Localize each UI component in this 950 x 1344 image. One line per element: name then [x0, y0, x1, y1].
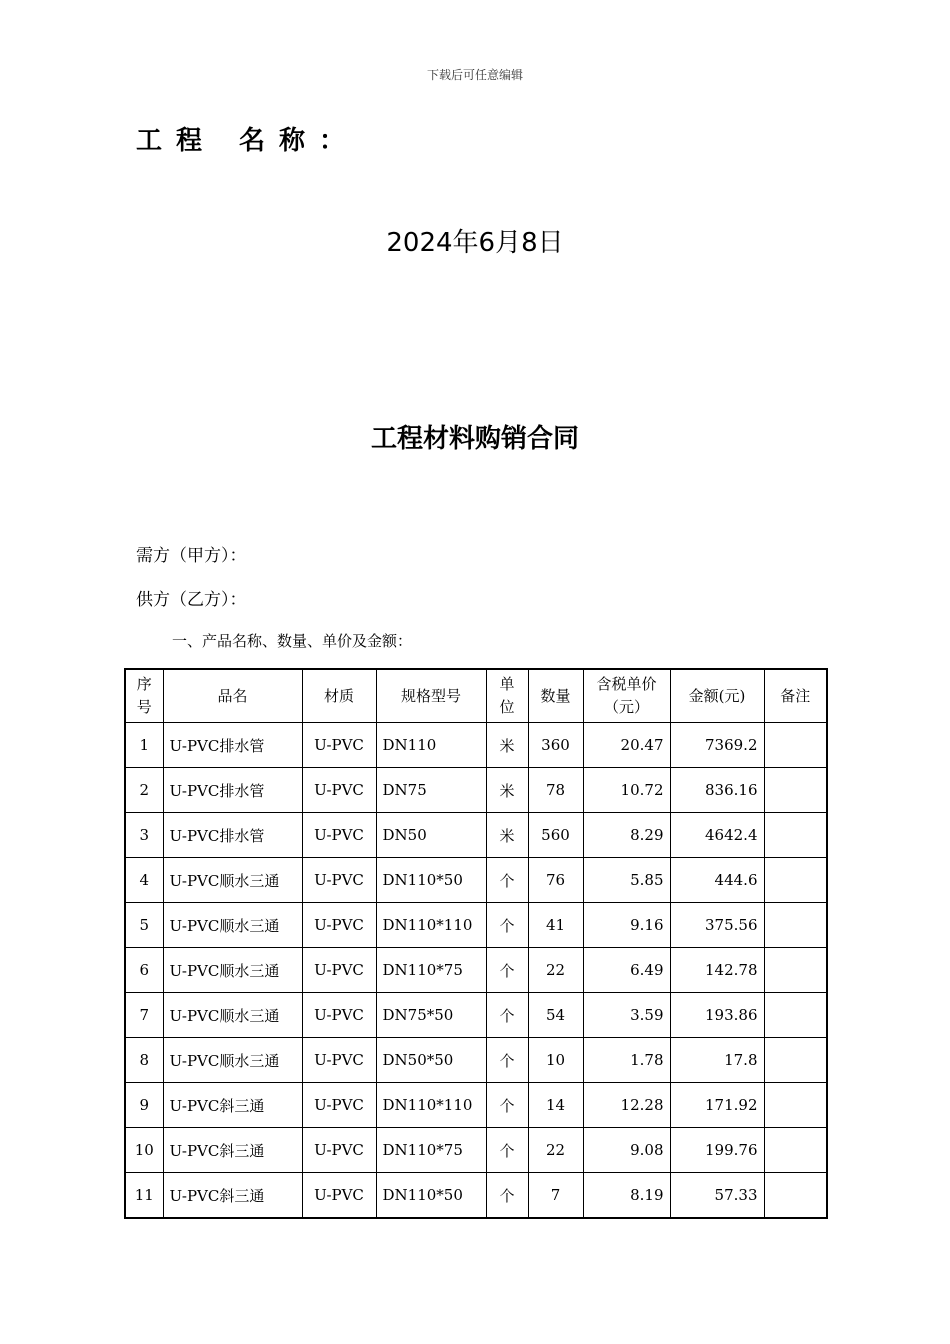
row-qty: 54: [528, 993, 583, 1038]
header-name: 品名: [163, 669, 302, 723]
row-material: U-PVC: [302, 1083, 376, 1128]
row-no: 10: [125, 1128, 163, 1173]
row-spec: DN75*50: [376, 993, 486, 1038]
row-name: U-PVC斜三通: [163, 1083, 302, 1128]
row-price: 10.72: [583, 768, 670, 813]
row-no: 3: [125, 813, 163, 858]
row-no: 8: [125, 1038, 163, 1083]
row-unit: 个: [486, 903, 528, 948]
row-note: [764, 1083, 827, 1128]
row-material: U-PVC: [302, 993, 376, 1038]
row-name: U-PVC斜三通: [163, 1128, 302, 1173]
row-price: 6.49: [583, 948, 670, 993]
row-spec: DN50*50: [376, 1038, 486, 1083]
row-name: U-PVC斜三通: [163, 1173, 302, 1219]
table-header-row: [125, 669, 827, 723]
table-row: [125, 948, 827, 993]
table-row: [125, 858, 827, 903]
table-row: [125, 768, 827, 813]
row-unit: 个: [486, 948, 528, 993]
row-qty: 7: [528, 1173, 583, 1219]
row-spec: DN110*75: [376, 1128, 486, 1173]
row-note: [764, 723, 827, 768]
row-unit: 个: [486, 858, 528, 903]
row-qty: 22: [528, 948, 583, 993]
row-unit: 个: [486, 993, 528, 1038]
row-note: [764, 813, 827, 858]
row-price: 9.08: [583, 1128, 670, 1173]
row-note: [764, 993, 827, 1038]
row-no: 7: [125, 993, 163, 1038]
row-note: [764, 1038, 827, 1083]
header-spec: 规格型号: [376, 669, 486, 723]
header-amount: 金额(元): [670, 669, 764, 723]
row-spec: DN50: [376, 813, 486, 858]
row-price: 8.29: [583, 813, 670, 858]
row-price: 1.78: [583, 1038, 670, 1083]
row-amount: 171.92: [670, 1083, 764, 1128]
row-note: [764, 768, 827, 813]
row-amount: 836.16: [670, 768, 764, 813]
row-spec: DN110*110: [376, 1083, 486, 1128]
row-qty: 360: [528, 723, 583, 768]
row-qty: 41: [528, 903, 583, 948]
row-unit: 米: [486, 813, 528, 858]
row-name: U-PVC顺水三通: [163, 993, 302, 1038]
row-no: 9: [125, 1083, 163, 1128]
row-amount: 193.86: [670, 993, 764, 1038]
row-unit: 个: [486, 1173, 528, 1219]
row-material: U-PVC: [302, 948, 376, 993]
table-row: [125, 813, 827, 858]
table-row: [125, 993, 827, 1038]
row-price: 9.16: [583, 903, 670, 948]
table-row: [125, 1038, 827, 1083]
table-row: [125, 903, 827, 948]
row-name: U-PVC顺水三通: [163, 948, 302, 993]
header-material: 材质: [302, 669, 376, 723]
row-spec: DN110*50: [376, 858, 486, 903]
materials-table: [124, 668, 828, 1219]
row-material: U-PVC: [302, 903, 376, 948]
party-b-label: 供方（乙方）：: [136, 590, 247, 610]
row-spec: DN110*50: [376, 1173, 486, 1219]
row-qty: 10: [528, 1038, 583, 1083]
party-a-label: 需方（甲方）：: [136, 546, 247, 566]
row-material: U-PVC: [302, 858, 376, 903]
row-no: 1: [125, 723, 163, 768]
header-unit: 单位: [486, 669, 528, 723]
row-unit: 个: [486, 1128, 528, 1173]
header-no: 序号: [125, 669, 163, 723]
row-price: 8.19: [583, 1173, 670, 1219]
contract-title: 工程材料购销合同: [370, 424, 579, 454]
row-no: 5: [125, 903, 163, 948]
row-name: U-PVC顺水三通: [163, 1038, 302, 1083]
row-price: 3.59: [583, 993, 670, 1038]
header-note: 备注: [764, 669, 827, 723]
row-material: U-PVC: [302, 1038, 376, 1083]
row-note: [764, 948, 827, 993]
row-qty: 78: [528, 768, 583, 813]
row-price: 12.28: [583, 1083, 670, 1128]
header-note: 下载后可任意编辑: [426, 68, 523, 82]
row-no: 6: [125, 948, 163, 993]
row-spec: DN75: [376, 768, 486, 813]
row-note: [764, 858, 827, 903]
row-amount: 142.78: [670, 948, 764, 993]
row-spec: DN110: [376, 723, 486, 768]
table-row: [125, 1083, 827, 1128]
row-note: [764, 1173, 827, 1219]
row-amount: 444.6: [670, 858, 764, 903]
row-name: U-PVC顺水三通: [163, 903, 302, 948]
row-material: U-PVC: [302, 723, 376, 768]
row-no: 11: [125, 1173, 163, 1219]
section1-heading: 一、产品名称、数量、单价及金额：: [172, 632, 413, 650]
row-material: U-PVC: [302, 768, 376, 813]
row-price: 20.47: [583, 723, 670, 768]
row-price: 5.85: [583, 858, 670, 903]
header-qty: 数量: [528, 669, 583, 723]
row-material: U-PVC: [302, 1173, 376, 1219]
row-name: U-PVC顺水三通: [163, 858, 302, 903]
header-price: 含税单价（元）: [583, 669, 670, 723]
row-unit: 米: [486, 723, 528, 768]
row-material: U-PVC: [302, 813, 376, 858]
table-row: [125, 1173, 827, 1219]
row-spec: DN110*110: [376, 903, 486, 948]
row-name: U-PVC排水管: [163, 723, 302, 768]
row-qty: 22: [528, 1128, 583, 1173]
row-note: [764, 903, 827, 948]
row-unit: 个: [486, 1038, 528, 1083]
row-material: U-PVC: [302, 1128, 376, 1173]
row-amount: 199.76: [670, 1128, 764, 1173]
row-qty: 560: [528, 813, 583, 858]
row-name: U-PVC排水管: [163, 813, 302, 858]
row-amount: 7369.2: [670, 723, 764, 768]
project-name-label: 工程 名称：: [136, 126, 360, 156]
table-row: [125, 723, 827, 768]
row-qty: 76: [528, 858, 583, 903]
table-row: [125, 1128, 827, 1173]
row-unit: 个: [486, 1083, 528, 1128]
row-amount: 375.56: [670, 903, 764, 948]
row-name: U-PVC排水管: [163, 768, 302, 813]
row-note: [764, 1128, 827, 1173]
row-amount: 4642.4: [670, 813, 764, 858]
row-qty: 14: [528, 1083, 583, 1128]
row-amount: 17.8: [670, 1038, 764, 1083]
row-no: 2: [125, 768, 163, 813]
contract-date: 2024年6月8日: [386, 228, 564, 258]
row-amount: 57.33: [670, 1173, 764, 1219]
row-unit: 米: [486, 768, 528, 813]
row-no: 4: [125, 858, 163, 903]
row-spec: DN110*75: [376, 948, 486, 993]
